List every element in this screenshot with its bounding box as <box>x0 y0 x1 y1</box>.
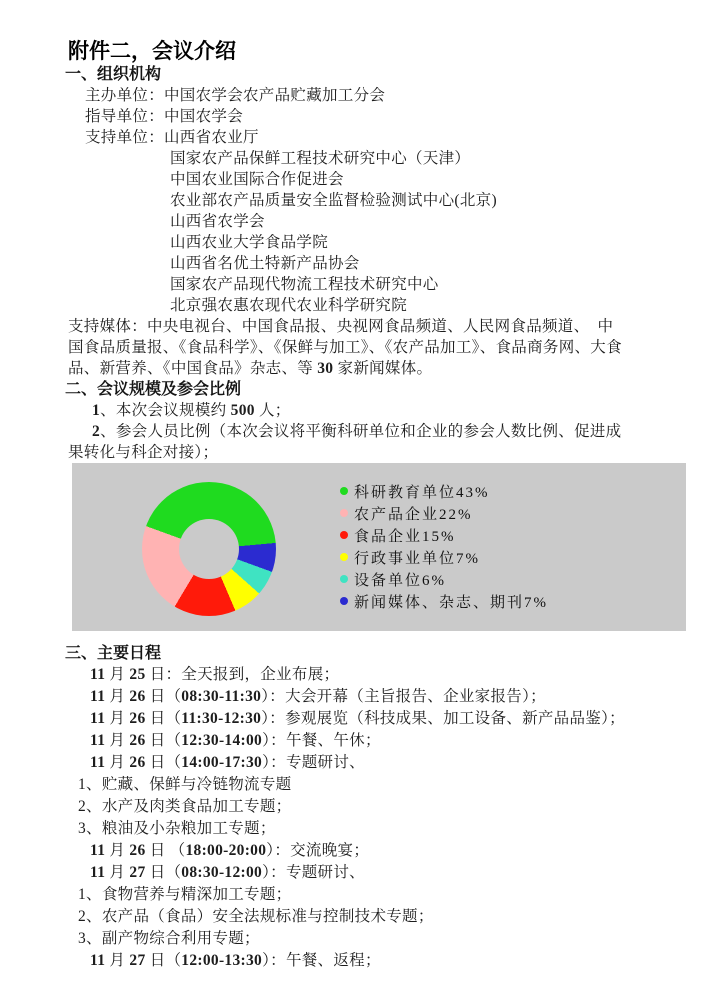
legend-item <box>340 546 548 568</box>
legend-label: 设备单位6% <box>354 572 446 589</box>
support-unit-line: 山西省农学会 <box>170 213 265 230</box>
legend-label: 食品企业15% <box>354 528 456 545</box>
section-heading-schedule: 三、主要日程 <box>65 645 162 662</box>
legend-dot-icon <box>340 509 348 517</box>
legend-item <box>340 590 548 612</box>
schedule-line: 11 月 26 日（14:00-17:30）：专题研讨、 <box>90 754 365 771</box>
legend-label: 科研教育单位43% <box>354 484 490 501</box>
page-title: 附件二，会议介绍 <box>68 39 236 63</box>
legend-dot-icon <box>340 531 348 539</box>
schedule-line: 2、农产品（食品）安全法规标准与控制技术专题； <box>78 908 434 925</box>
support-unit-first-line: 支持单位：山西省农业厅 <box>85 129 259 146</box>
schedule-line: 11 月 27 日（12:00-13:30）：午餐、返程； <box>90 952 381 969</box>
support-unit-line: 山西农业大学食品学院 <box>170 234 329 251</box>
guide-unit-line: 指导单位：中国农学会 <box>85 108 244 125</box>
schedule-line: 3、副产物综合利用专题； <box>78 930 260 947</box>
legend-dot-icon <box>340 553 348 561</box>
support-unit-line: 中国农业国际合作促进会 <box>170 171 344 188</box>
support-unit-line: 国家农产品保鲜工程技术研究中心（天津） <box>170 150 471 167</box>
support-unit-line: 农业部农产品质量安全监督检验测试中心(北京) <box>170 192 497 209</box>
support-media-line: 国食品质量报、《食品科学》、《保鲜与加工》、《农产品加工》、食品商务网、大食 <box>68 339 622 356</box>
legend-label: 农产品企业22% <box>354 506 473 523</box>
schedule-line: 11 月 26 日 （18:00-20:00）：交流晚宴； <box>90 842 370 859</box>
schedule-line: 11 月 26 日（11:30-12:30）：参观展览（科技成果、加工设备、新产品品鉴）； <box>90 710 625 727</box>
legend-dot-icon <box>340 487 348 495</box>
chart-legend <box>340 480 548 612</box>
schedule-line: 2、水产及肉类食品加工专题； <box>78 798 292 815</box>
support-media-paragraph <box>68 316 712 379</box>
schedule-line: 3、粮油及小杂粮加工专题； <box>78 820 276 837</box>
section-heading-organization: 一、组织机构 <box>65 66 162 83</box>
legend-dot-icon <box>340 597 348 605</box>
scale-item-1: 1、本次会议规模约 500 人； <box>92 402 291 419</box>
donut-chart <box>142 482 276 616</box>
support-media-line: 支持媒体：中央电视台、中国食品报、央视网食品频道、人民网食品频道、 中 <box>68 318 614 335</box>
legend-item <box>340 502 548 524</box>
support-media-line: 品、新营养、《中国食品》杂志、等 30 家新闻媒体。 <box>68 360 433 377</box>
support-unit-line: 北京强农惠农现代农业科学研究院 <box>170 297 408 314</box>
support-unit-line: 山西省名优土特新产品协会 <box>170 255 360 272</box>
host-unit-line: 主办单位：中国农学会农产品贮藏加工分会 <box>85 87 386 104</box>
legend-item <box>340 524 548 546</box>
schedule-line: 11 月 26 日（08:30-11:30）：大会开幕（主旨报告、企业家报告）； <box>90 688 546 705</box>
support-unit-line: 国家农产品现代物流工程技术研究中心 <box>170 276 439 293</box>
legend-dot-icon <box>340 575 348 583</box>
schedule-line: 11 月 27 日（08:30-12:00）：专题研讨、 <box>90 864 365 881</box>
donut-hole <box>179 519 239 579</box>
legend-label: 行政事业单位7% <box>354 550 480 567</box>
legend-label: 新闻媒体、杂志、期刊7% <box>354 594 548 611</box>
section-heading-scale: 二、会议规模及参会比例 <box>65 381 242 398</box>
schedule-line: 11 月 26 日（12:30-14:00）：午餐、午休； <box>90 732 381 749</box>
schedule-line: 11 月 25 日：全天报到，企业布展； <box>90 666 340 683</box>
scale-item-2-line-2: 果转化与科企对接）； <box>68 444 219 461</box>
schedule-list <box>0 664 712 972</box>
schedule-line: 1、贮藏、保鲜与冷链物流专题 <box>78 776 292 793</box>
scale-item-2-line-1: 2、参会人员比例（本次会议将平衡科研单位和企业的参会人数比例、促进成 <box>92 423 622 440</box>
legend-item <box>340 568 548 590</box>
chart-panel <box>72 463 686 631</box>
support-units-list <box>68 148 712 316</box>
schedule-line: 1、食物营养与精深加工专题； <box>78 886 292 903</box>
legend-item <box>340 480 548 502</box>
